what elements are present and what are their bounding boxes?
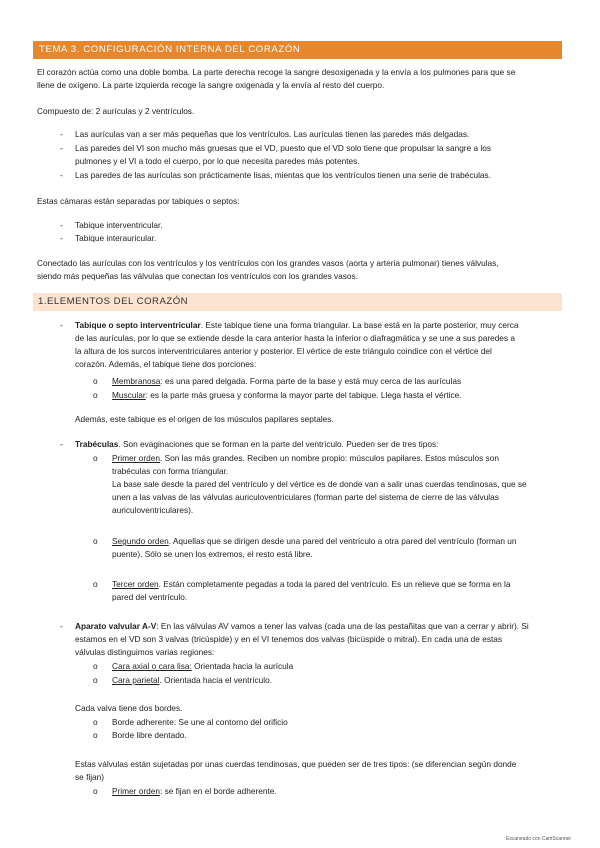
bullet-circle: o — [93, 376, 98, 386]
sub-item — [112, 452, 499, 465]
scanner-watermark: Escaneado con CamScanner — [506, 836, 572, 842]
bullet-circle: o — [93, 536, 98, 546]
sub-item: Borde adherente: Se une al contorno del orificio — [112, 717, 288, 727]
sub-item-line: puente). Sólo se unen los extremos, el resto está libre. — [112, 549, 313, 559]
intro-text: Estas cámaras están separadas por tabiques o septos: — [37, 196, 240, 206]
bullet-circle: o — [93, 717, 98, 727]
term-text: . Orientada hacia el ventrículo. — [159, 675, 273, 685]
sub-item — [112, 785, 277, 798]
paragraph-line: válvulas distinguimos varias regiones: — [75, 647, 215, 657]
sub-item — [112, 674, 272, 687]
section-heading: 1.ELEMENTOS DEL CORAZÓN — [33, 293, 562, 311]
intro-text: Conectado las aurículas con los ventrículos y los ventrículos con los grandes vasos (aorta y arteria pulmonar) tienes válvulas, — [37, 258, 499, 268]
term-label: Aparato valvular A-V — [75, 621, 157, 631]
bullet-circle: o — [93, 390, 98, 400]
bullet-circle: o — [93, 453, 98, 463]
sub-item-line: La base sale desde la pared del ventrículo y del vértice es de donde van a salir unas cuerdas tendinosas, que se — [112, 479, 527, 489]
bullet-circle: o — [93, 579, 98, 589]
bullet-circle: o — [93, 675, 98, 685]
term-text: . Aquellas que se dirigen desde una pared del ventrículo a otra pared del ventrículo (forman un — [168, 536, 517, 546]
term-label: Primer orden — [112, 453, 160, 463]
term-text: : En las válvulas AV vamos a tener las valvas (cada una de las pestañitas que van a cerrar y abrir). Si — [156, 621, 529, 631]
list-item: Las paredes de las aurículas son prácticamente lisas, mientas que los ventrículos tienen una serie de trabéculas. — [75, 170, 491, 180]
bullet-dash: - — [60, 220, 63, 230]
term-text: : se fijan en el borde adherente. — [159, 786, 277, 796]
sub-item — [112, 389, 462, 402]
term-label: Trabéculas — [75, 439, 119, 449]
term-label: Segundo orden — [112, 536, 169, 546]
sub-item — [112, 660, 293, 673]
bullet-circle: o — [93, 661, 98, 671]
term-label: Tabique o septo interventricular — [75, 320, 201, 330]
sub-item-line: pared del ventrículo. — [112, 592, 188, 602]
paragraph-line — [75, 319, 519, 332]
term-label: Cara parietal — [112, 675, 160, 685]
list-item: pulmones y el VI a todo el cuerpo, por lo que necesita paredes más potentes. — [75, 156, 360, 166]
intro-text: Compuesto de: 2 aurículas y 2 ventrículos. — [37, 106, 195, 116]
sub-item-line: unen a las valvas de las válvulas auriculoventriculares (forman parte del sistema de cierre de las válvulas — [112, 492, 499, 502]
term-text: . Este tabique tiene una forma triangular. La base está en la parte posterior, muy cerca — [200, 320, 519, 330]
paragraph-line: la altura de los surcos interventriculares anterior y posterior. El vértice de este triángulo coindice con el vértice del — [75, 346, 492, 356]
term-label: Muscular — [112, 390, 146, 400]
bullet-dash: - — [60, 143, 63, 153]
list-item: Las aurículas van a ser más pequeñas que los ventrículos. Las aurículas tienen las paredes más delgadas. — [75, 129, 470, 139]
bullet-dash: - — [60, 233, 63, 243]
bullet-dash: - — [60, 170, 63, 180]
paragraph-line: Además, este tabique es el origen de los músculos papilares septales. — [75, 414, 334, 424]
term-label: Primer orden — [112, 786, 160, 796]
bullet-circle: o — [93, 786, 98, 796]
list-item: Tabique interventricular. — [75, 220, 163, 230]
paragraph-line: se fijan) — [75, 772, 105, 782]
term-text: : es la parte más gruesa y conforma la mayor parte del tabique. Llega hasta el vértice. — [145, 390, 462, 400]
sub-item — [112, 535, 517, 548]
intro-text: El corazón actúa como una doble bomba. La parte derecha recoge la sangre desoxigenada y la envía a los pulmones para que se — [37, 67, 516, 77]
sub-item: Borde libre dentado. — [112, 730, 187, 740]
term-text: Orientada hacia la aurícula — [191, 661, 294, 671]
paragraph-line: de las aurículas, por lo que se extiende desde la cara anterior hasta la inferior o diafragmática y se une a sus paredes a — [75, 333, 515, 343]
paragraph-line: estamos en el VD son 3 valvas (tricúspide) y en el VI tenemos dos valvas (bicúspide o mitral). En cada una de estas — [75, 634, 503, 644]
intro-text: llene de oxígeno. La parte izquierda recoge la sangre oxigenada y la envía al resto del cuerpo. — [37, 80, 385, 90]
term-label: Cara axial o cara lisa: — [112, 661, 192, 671]
term-text: . Son evaginaciones que se forman en la parte del ventrículo. Pueden ser de tres tipos: — [118, 439, 439, 449]
list-item: Tabique interauricular. — [75, 233, 157, 243]
sub-item — [112, 375, 461, 388]
bullet-dash: - — [60, 320, 63, 330]
sub-item-line: trabéculas con forma triangular. — [112, 466, 229, 476]
paragraph-line — [75, 438, 438, 451]
sub-item — [112, 578, 511, 591]
page-title: TEMA 3. CONFIGURACIÓN INTERNA DEL CORAZÓN — [33, 41, 562, 59]
intro-text: siendo más pequeñas las válvulas que conectan los ventrículos con los grandes vasos. — [37, 271, 359, 281]
paragraph-line: corazón. Además, el tabique tiene dos porciones: — [75, 359, 257, 369]
bullet-circle: o — [93, 730, 98, 740]
term-text: . Están completamente pegadas a toda la pared del ventrículo. Es un relieve que se forma en la — [158, 579, 511, 589]
list-item: Las paredes del VI son mucho más gruesas que el VD, puesto que el VD solo tiene que propulsar la sangre a los — [75, 143, 492, 153]
bullet-dash: - — [60, 439, 63, 449]
term-label: Tercer orden — [112, 579, 159, 589]
paragraph-line: Cada valva tiene dos bordes. — [75, 703, 183, 713]
term-text: . Son las más grandes. Reciben un nombre propio: músculos papilares. Estos músculos son — [159, 453, 499, 463]
paragraph-line — [75, 620, 529, 633]
term-label: Membranosa — [112, 376, 161, 386]
bullet-dash: - — [60, 129, 63, 139]
term-text: : es una pared delgada. Forma parte de la base y está muy cerca de las aurículas — [160, 376, 462, 386]
paragraph-line: Estas válvulas están sujetadas por unas cuerdas tendinosas, que pueden ser de tres tipos: (se diferencian según donde — [75, 759, 517, 769]
bullet-dash: - — [60, 621, 63, 631]
sub-item-line: auriculoventriculares). — [112, 505, 194, 515]
